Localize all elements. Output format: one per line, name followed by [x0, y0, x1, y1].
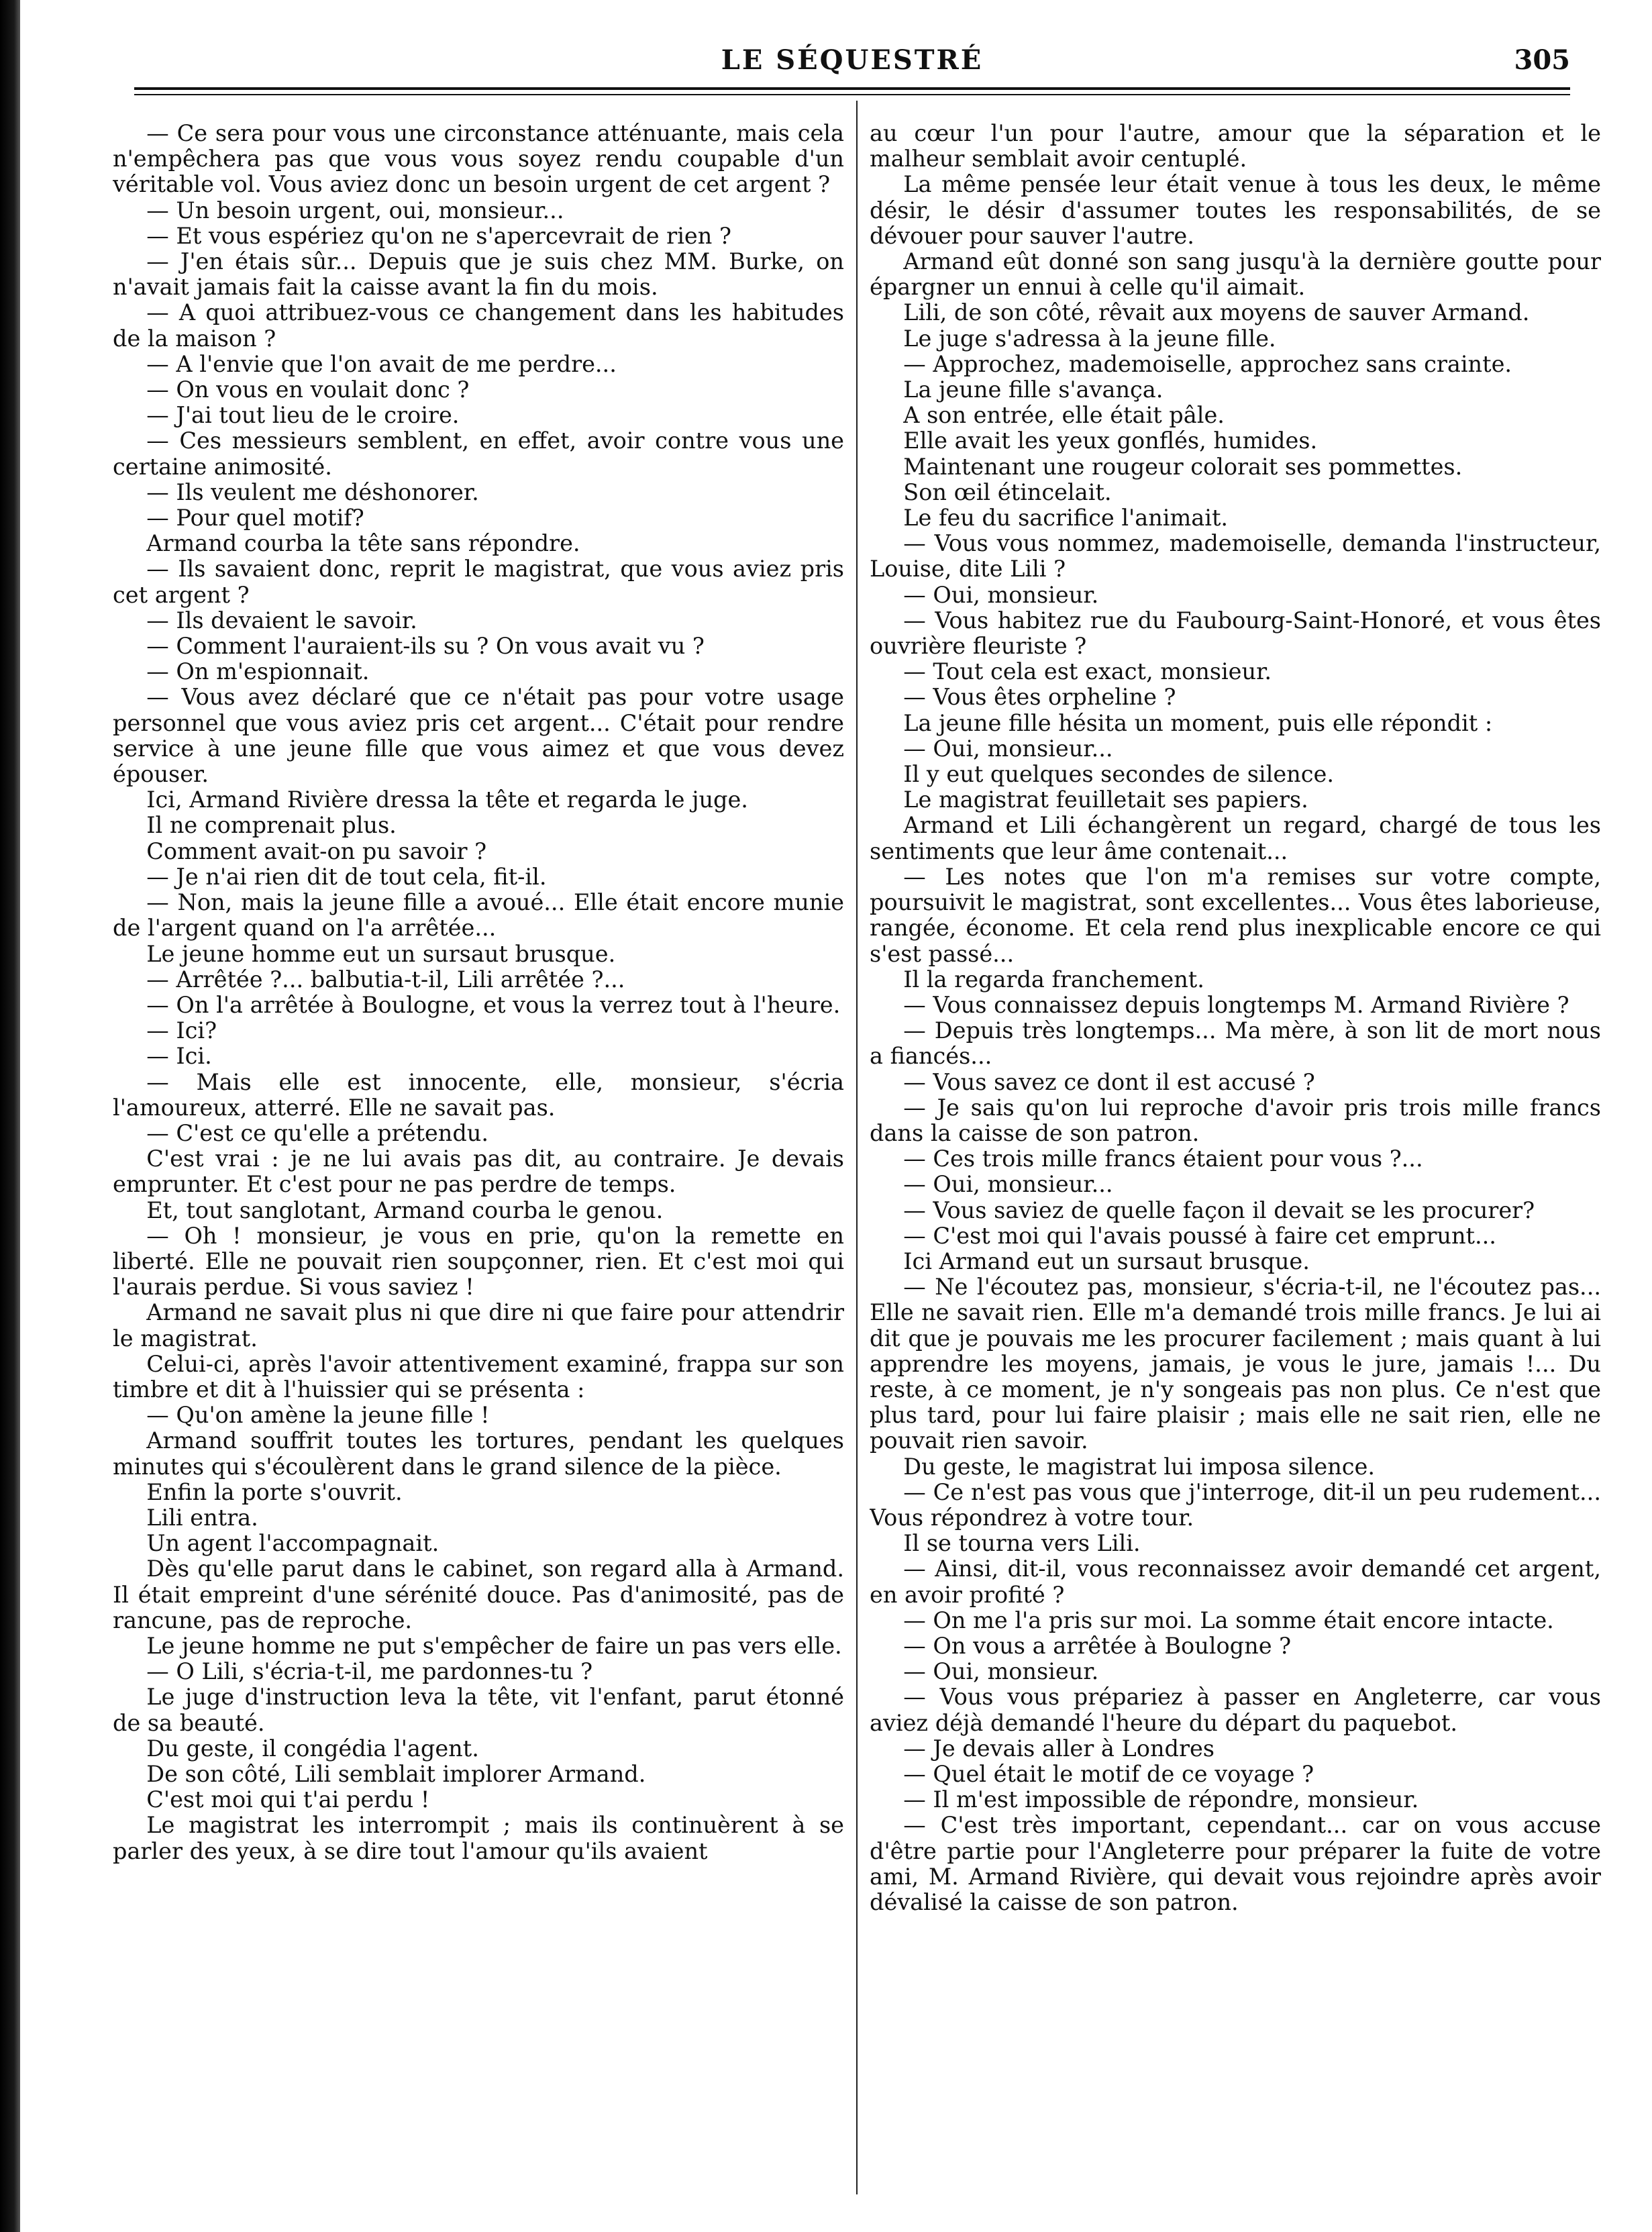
paragraph: — Oui, monsieur. — [903, 581, 1099, 608]
header-rule-thin — [134, 94, 1570, 95]
paragraph: — C'est ce qu'elle a prétendu. — [146, 1119, 488, 1146]
paragraph: — A l'envie que l'on avait de me perdre... — [146, 350, 617, 377]
paragraph: — A quoi attribuez-vous ce changement dans les habitudes de la maison ? — [113, 299, 844, 352]
paragraph: — Je sais qu'on lui reproche d'avoir pris trois mille francs dans la caisse de son patron. — [870, 1094, 1601, 1146]
paragraph: Il la regarda franchement. — [903, 966, 1204, 993]
paragraph: — On vous en voulait donc ? — [146, 376, 470, 403]
paragraph: — Ici? — [146, 1017, 217, 1044]
paragraph: — Vous connaissez depuis longtemps M. Armand Rivière ? — [903, 991, 1569, 1018]
paragraph: Du geste, le magistrat lui imposa silence. — [903, 1453, 1376, 1480]
paragraph: — Qu'on amène la jeune fille ! — [146, 1402, 490, 1429]
paragraph: Le magistrat les interrompit ; mais ils continuèrent à se parler des yeux, à se dire tout l'amour qu'ils avaient — [113, 1812, 844, 1864]
paragraph: — On vous a arrêtée à Boulogne ? — [903, 1632, 1292, 1659]
header-rule — [134, 87, 1570, 90]
text-column-left — [113, 121, 844, 2215]
paragraph: — Oh ! monsieur, je vous en prie, qu'on la remette en liberté. Elle ne pouvait rien soupçonner, rien. Et c'est moi qui l'aurais perdue. Si vous saviez ! — [113, 1222, 844, 1301]
paragraph: Ici, Armand Rivière dressa la tête et regarda le juge. — [146, 787, 748, 813]
paragraph: — Ils devaient le savoir. — [146, 607, 417, 633]
paragraph: Un agent l'accompagnait. — [146, 1530, 440, 1557]
running-header — [134, 40, 1570, 81]
paragraph: La jeune fille s'avança. — [903, 376, 1164, 403]
paragraph: — Vous savez ce dont il est accusé ? — [903, 1068, 1315, 1095]
paragraph: — Depuis très longtemps... Ma mère, à son lit de mort nous a fiancés... — [870, 1017, 1601, 1070]
paragraph: Le jeune homme eut un sursaut brusque. — [146, 940, 616, 967]
paragraph: Son œil étincelait. — [903, 478, 1112, 505]
paragraph: Il se tourna vers Lili. — [903, 1530, 1141, 1557]
paragraph: — Tout cela est exact, monsieur. — [903, 658, 1272, 685]
paragraph: — Arrêtée ?... balbutia-t-il, Lili arrêtée ?... — [146, 966, 625, 993]
paragraph: Armand et Lili échangèrent un regard, chargé de tous les sentiments que leur âme contenait... — [870, 812, 1601, 864]
paragraph: — Comment l'auraient-ils su ? On vous avait vu ? — [146, 633, 705, 660]
paragraph: Dès qu'elle parut dans le cabinet, son regard alla à Armand. Il était empreint d'une sérénité douce. Pas d'animosité, pas de rancune, pas de reproche. — [113, 1556, 844, 1633]
column-divider — [856, 101, 858, 2194]
paragraph: Maintenant une rougeur colorait ses pommettes. — [903, 453, 1463, 480]
paragraph: au cœur l'un pour l'autre, amour que la séparation et le malheur semblait avoir centuplé. — [870, 121, 1601, 172]
paragraph: C'est moi qui t'ai perdu ! — [146, 1786, 430, 1813]
paragraph: — Et vous espériez qu'on ne s'apercevrait de rien ? — [146, 222, 731, 249]
paragraph: Comment avait-on pu savoir ? — [146, 838, 487, 864]
paragraph: — J'ai tout lieu de le croire. — [146, 402, 460, 429]
paragraph: — Quel était le motif de ce voyage ? — [903, 1761, 1314, 1787]
paragraph: — Je n'ai rien dit de tout cela, fit-il. — [146, 863, 547, 890]
paragraph: — Je devais aller à Londres — [903, 1735, 1215, 1762]
paragraph: — On m'espionnait. — [146, 658, 370, 685]
paragraph: — Pour quel motif? — [146, 505, 364, 531]
paragraph: — Les notes que l'on m'a remises sur votre compte, poursuivit le magistrat, sont excellentes... Vous êtes laborieuse, rangée, économe. Et cela rend plus inexplicable encore ce qui s'est passé... — [870, 863, 1601, 967]
paragraph: — Approchez, mademoiselle, approchez sans crainte. — [903, 350, 1512, 377]
paragraph: — Mais elle est innocente, elle, monsieur, s'écria l'amoureux, atterré. Elle ne savait pas. — [113, 1068, 844, 1121]
paragraph: Le juge d'instruction leva la tête, vit l'enfant, parut étonné de sa beauté. — [113, 1684, 844, 1736]
paragraph: Armand ne savait plus ni que dire ni que faire pour attendrir le magistrat. — [113, 1299, 844, 1352]
paragraph: — On me l'a pris sur moi. La somme était encore intacte. — [903, 1607, 1554, 1633]
paragraph: Le magistrat feuilletait ses papiers. — [903, 787, 1308, 813]
paragraph: Lili entra. — [146, 1504, 258, 1531]
paragraph: — Oui, monsieur... — [903, 1171, 1113, 1198]
paragraph: — Ne l'écoutez pas, monsieur, s'écria-t-il, ne l'écoutez pas... Elle ne savait rien. Elle m'a demandé trois mille francs. Je lui ai dit que je pouvais me les procurer facilement ; mais quant à lui apprendre les moyens, jamais, je vous le jure, jamais !... Du reste, à ce moment, je n'y songeais pas non plus. Ce n'est que plus tard, pour lui faire plaisir ; mais elle ne sait rien, elle ne pouvait rien savoir. — [870, 1274, 1601, 1454]
paragraph: Armand souffrit toutes les tortures, pendant les quelques minutes qui s'écoulèrent dans le grand silence de la pièce. — [113, 1427, 844, 1480]
paragraph: C'est vrai : je ne lui avais pas dit, au contraire. Je devais emprunter. Et c'est pour ne pas perdre de temps. — [113, 1146, 844, 1198]
paragraph: Armand eût donné son sang jusqu'à la dernière goutte pour épargner un ennui à celle qu'il aimait. — [870, 248, 1601, 301]
paragraph: — Ces messieurs semblent, en effet, avoir contre vous une certaine animosité. — [113, 427, 844, 480]
paragraph: — Ils veulent me déshonorer. — [146, 478, 479, 505]
paragraph: Et, tout sanglotant, Armand courba le genou. — [146, 1197, 664, 1223]
paragraph: — Vous avez déclaré que ce n'était pas pour votre usage personnel que vous aviez pris cet argent... C'était pour rendre service à une jeune fille que vous aimez et que vous devez épouser. — [113, 684, 844, 788]
paragraph: De son côté, Lili semblait implorer Armand. — [146, 1761, 646, 1787]
text-column-right — [870, 121, 1601, 2215]
paragraph: — Vous êtes orpheline ? — [903, 684, 1176, 711]
paragraph: — C'est moi qui l'avais poussé à faire cet emprunt... — [903, 1222, 1496, 1249]
paragraph: — Vous vous prépariez à passer en Angleterre, car vous aviez déjà demandé l'heure du départ du paquebot. — [870, 1684, 1601, 1736]
paragraph: — Ce n'est pas vous que j'interroge, dit-il un peu rudement... Vous répondrez à votre tour. — [870, 1478, 1601, 1531]
paragraph: Lili, de son côté, rêvait aux moyens de sauver Armand. — [903, 299, 1530, 326]
paragraph: — Ici. — [146, 1043, 212, 1070]
paragraph: — Il m'est impossible de répondre, monsieur. — [903, 1786, 1419, 1813]
paragraph: — Ces trois mille francs étaient pour vous ?... — [903, 1146, 1423, 1172]
paragraph: — Ce sera pour vous une circonstance atténuante, mais cela n'empêchera pas que vous vous soyez rendu coupable d'un véritable vol. Vous aviez donc un besoin urgent de cet argent ? — [113, 121, 844, 198]
paragraph: Il ne comprenait plus. — [146, 812, 397, 839]
page-number: 305 — [1514, 44, 1570, 76]
paragraph: A son entrée, elle était pâle. — [903, 402, 1225, 429]
paragraph: — Vous saviez de quelle façon il devait se les procurer? — [903, 1197, 1535, 1223]
paragraph: — Oui, monsieur. — [903, 1658, 1099, 1685]
paragraph: — Ils savaient donc, reprit le magistrat, que vous aviez pris cet argent ? — [113, 556, 844, 608]
paragraph: Il y eut quelques secondes de silence. — [903, 761, 1334, 788]
paragraph: La jeune fille hésita un moment, puis elle répondit : — [903, 709, 1493, 736]
paragraph: — On l'a arrêtée à Boulogne, et vous la verrez tout à l'heure. — [146, 991, 841, 1018]
paragraph: Le feu du sacrifice l'animait. — [903, 505, 1229, 531]
paragraph: — Oui, monsieur... — [903, 735, 1113, 762]
paragraph: — Non, mais la jeune fille a avoué... Elle était encore munie de l'argent quand on l'a arrêtée... — [113, 889, 844, 942]
paragraph: Armand courba la tête sans répondre. — [146, 530, 580, 557]
paragraph: Enfin la porte s'ouvrit. — [146, 1478, 403, 1505]
paragraph: — O Lili, s'écria-t-il, me pardonnes-tu ? — [146, 1658, 593, 1685]
paragraph: — C'est très important, cependant... car on vous accuse d'être partie pour l'Angleterre pour préparer la fuite de votre ami, M. Armand Rivière, qui devait vous rejoindre après avoir dévalisé la caisse de son patron. — [870, 1812, 1601, 1916]
paragraph: Le jeune homme ne put s'empêcher de faire un pas vers elle. — [146, 1632, 842, 1659]
paragraph: — Ainsi, dit-il, vous reconnaissez avoir demandé cet argent, en avoir profité ? — [870, 1556, 1601, 1608]
paragraph: Du geste, il congédia l'agent. — [146, 1735, 479, 1762]
paragraph: — Vous habitez rue du Faubourg-Saint-Honoré, et vous êtes ouvrière fleuriste ? — [870, 607, 1601, 660]
paragraph: La même pensée leur était venue à tous les deux, le même désir, le désir d'assumer toutes les responsabilités, de se dévouer pour sauver l'autre. — [870, 171, 1601, 249]
paragraph: Ici Armand eut un sursaut brusque. — [903, 1248, 1310, 1274]
paragraph: Elle avait les yeux gonflés, humides. — [903, 427, 1318, 454]
paragraph: — J'en étais sûr... Depuis que je suis chez MM. Burke, on n'avait jamais fait la caisse avant la fin du mois. — [113, 248, 844, 301]
running-title: LE SÉQUESTRÉ — [721, 44, 984, 76]
paragraph: — Vous vous nommez, mademoiselle, demanda l'instructeur, Louise, dite Lili ? — [870, 530, 1601, 582]
paragraph: Le juge s'adressa à la jeune fille. — [903, 325, 1276, 352]
binding-edge — [0, 0, 20, 2232]
paragraph: — Un besoin urgent, oui, monsieur... — [146, 197, 564, 223]
paragraph: Celui-ci, après l'avoir attentivement examiné, frappa sur son timbre et dit à l'huissier qui se présenta : — [113, 1350, 844, 1403]
